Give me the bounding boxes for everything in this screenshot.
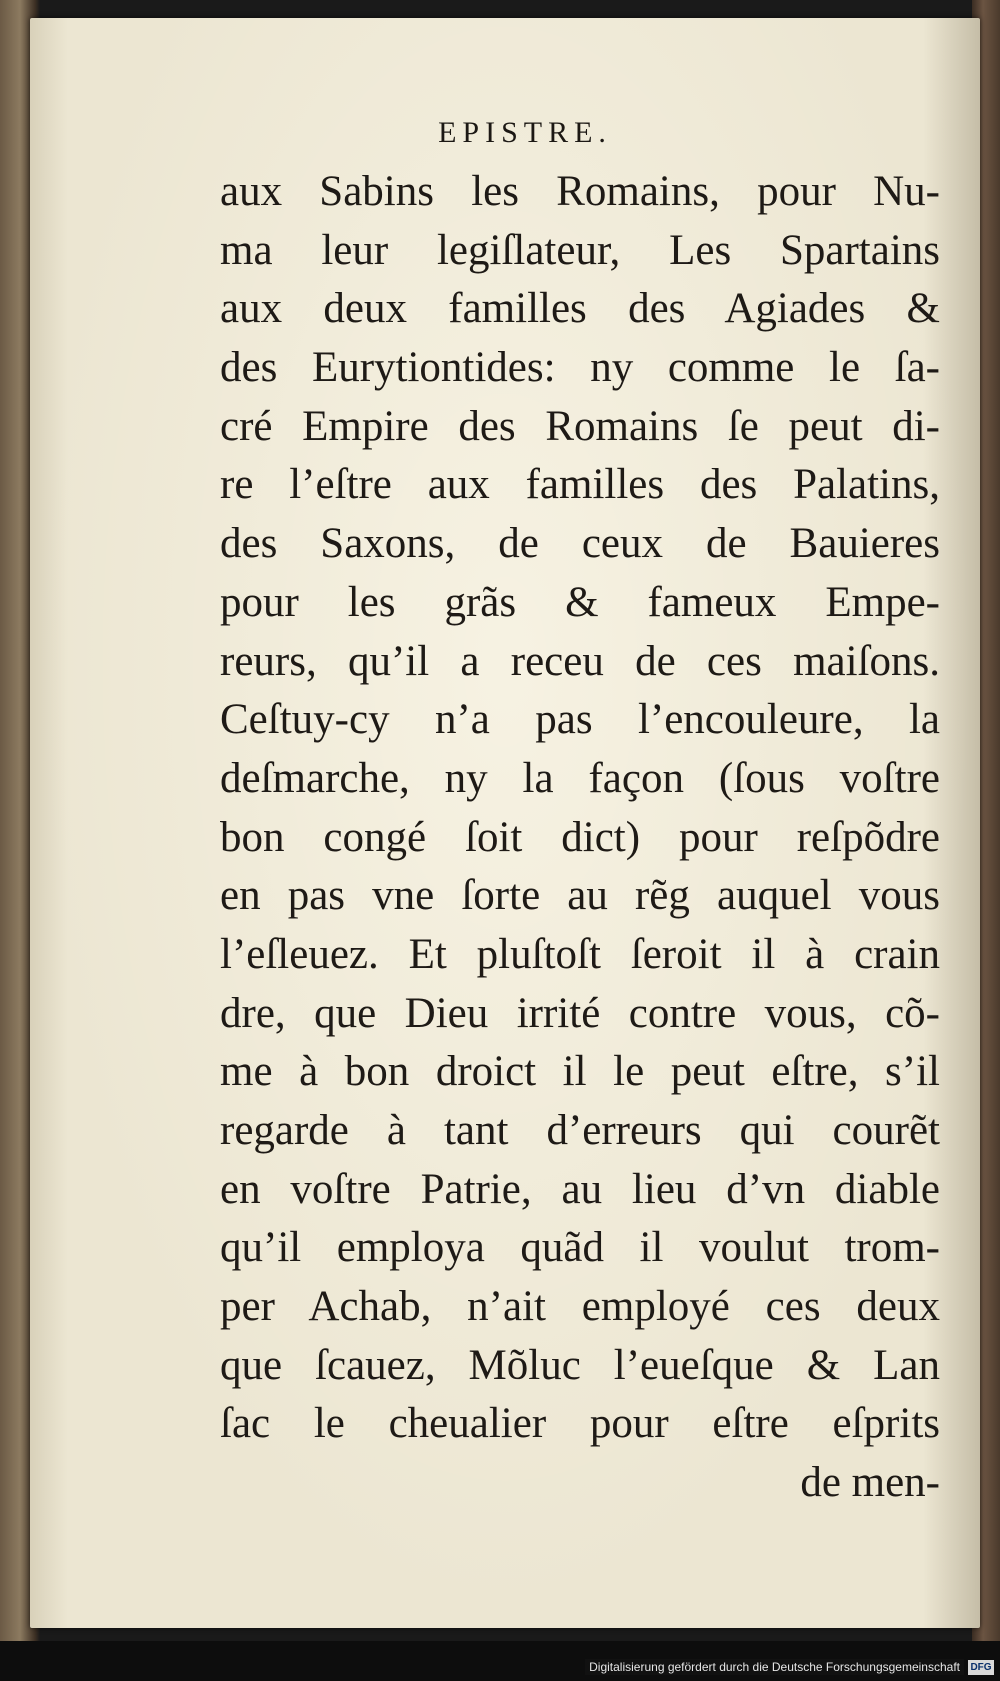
text-line: regarde à tant d’erreurs qui courẽt xyxy=(220,1107,940,1154)
text-line: me à bon droict il le peut eſtre, s’il xyxy=(220,1048,940,1096)
catchword: de men- xyxy=(800,1459,940,1507)
text-line: deſmarche, ny la façon (ſous voſtre xyxy=(220,754,940,802)
text-line: ma leur legiſlateur, Les Spartains xyxy=(220,226,940,274)
text-line: que ſcauez, Mõluc l’eueſque & Lan xyxy=(220,1341,940,1389)
text-line: aux deux familles des Agiades & xyxy=(220,285,940,333)
text-line: l’eſleuez. Et pluſtoſt ſeroit il à crain xyxy=(220,930,940,978)
text-line: per Achab, n’ait employé ces deux xyxy=(220,1283,940,1331)
text-line: cré Empire des Romains ſe peut di- xyxy=(220,402,940,450)
running-title: EPISTRE. xyxy=(438,116,612,149)
dfg-logo: DFG xyxy=(968,1660,994,1675)
text-line: re l’eſtre aux familles des Palatins, xyxy=(220,461,940,509)
text-line: aux Sabins les Romains, pour Nu- xyxy=(220,168,940,215)
text-line: pour les grãs & fameux Empe- xyxy=(220,578,940,626)
text-line: reurs, qu’il a receu de ces maiſons. xyxy=(220,637,940,685)
book-page xyxy=(30,18,980,1628)
text-line: des Eurytiontides: ny comme le ſa- xyxy=(220,344,940,392)
text-line: en voſtre Patrie, au lieu d’vn diable xyxy=(220,1165,940,1213)
text-line: dre, que Dieu irrité contre vous, cõ- xyxy=(220,989,940,1037)
text-line: qu’il employa quãd il voulut trom- xyxy=(220,1224,940,1272)
text-line: ſac le cheualier pour eſtre eſprits xyxy=(220,1400,940,1448)
text-line: des Saxons, de ceux de Bauieres xyxy=(220,520,940,568)
page-body-text xyxy=(220,163,940,1513)
digitization-credit: Digitalisierung gefördert durch die Deutsche Forschungsgemeinschaft xyxy=(585,1659,964,1675)
text-line: bon congé ſoit dict) pour reſpõdre xyxy=(220,813,940,861)
text-line: en pas vne ſorte au rẽg auquel vous xyxy=(220,872,940,920)
text-line: Ceſtuy-cy n’a pas l’encouleure, la xyxy=(220,696,940,744)
